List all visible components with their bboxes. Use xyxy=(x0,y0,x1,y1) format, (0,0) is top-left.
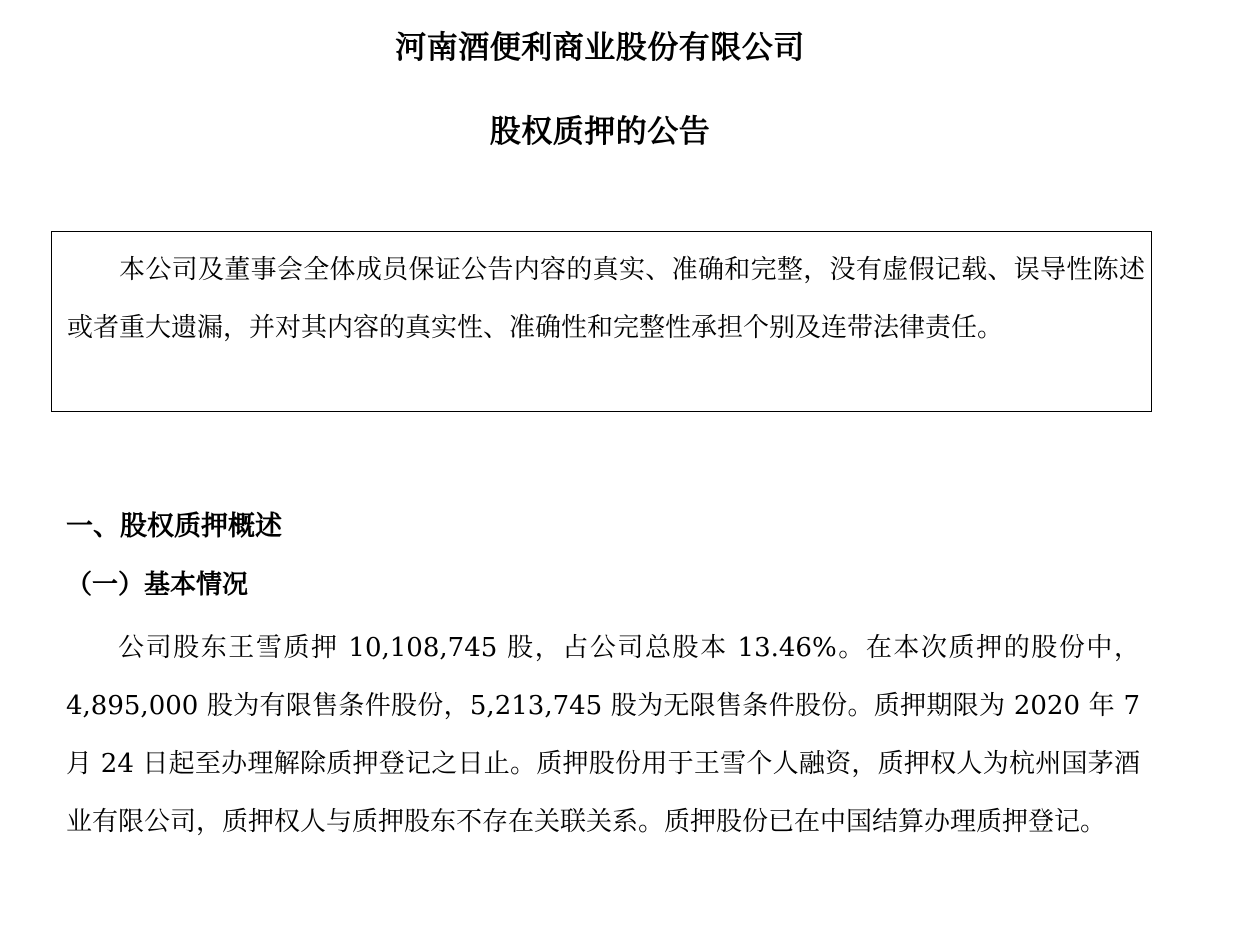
section-heading-pledge-overview: 一、股权质押概述 xyxy=(66,511,282,542)
board-statement-text: 本公司及董事会全体成员保证公告内容的真实、准确和完整，没有虚假记载、误导性陈述或者重大遗漏，并对其内容的真实性、准确性和完整性承担个别及连带法律责任。 xyxy=(67,255,1145,343)
subsection-heading-basic-info: （一）基本情况 xyxy=(66,570,249,600)
basic-info-paragraph: 公司股东王雪质押 10,108,745 股，占公司总股本 13.46%。在本次质押的股份中，4,895,000 股为有限售条件股份，5,213,745 股为无限售条件股份。质押期限为 2020 年 7 月 24 日起至办理解除质押登记之日止。质押股份用于王雪个人融资，质押权人为杭州国茅酒业有限公司，质押权人与质押股东不存在关联关系。质押股份已在中国结算办理质押登记。 xyxy=(66,633,1140,837)
company-name: 河南酒便利商业股份有限公司 xyxy=(395,30,805,66)
board-statement-box xyxy=(51,231,1152,412)
document-title: 股权质押的公告 xyxy=(489,114,711,150)
